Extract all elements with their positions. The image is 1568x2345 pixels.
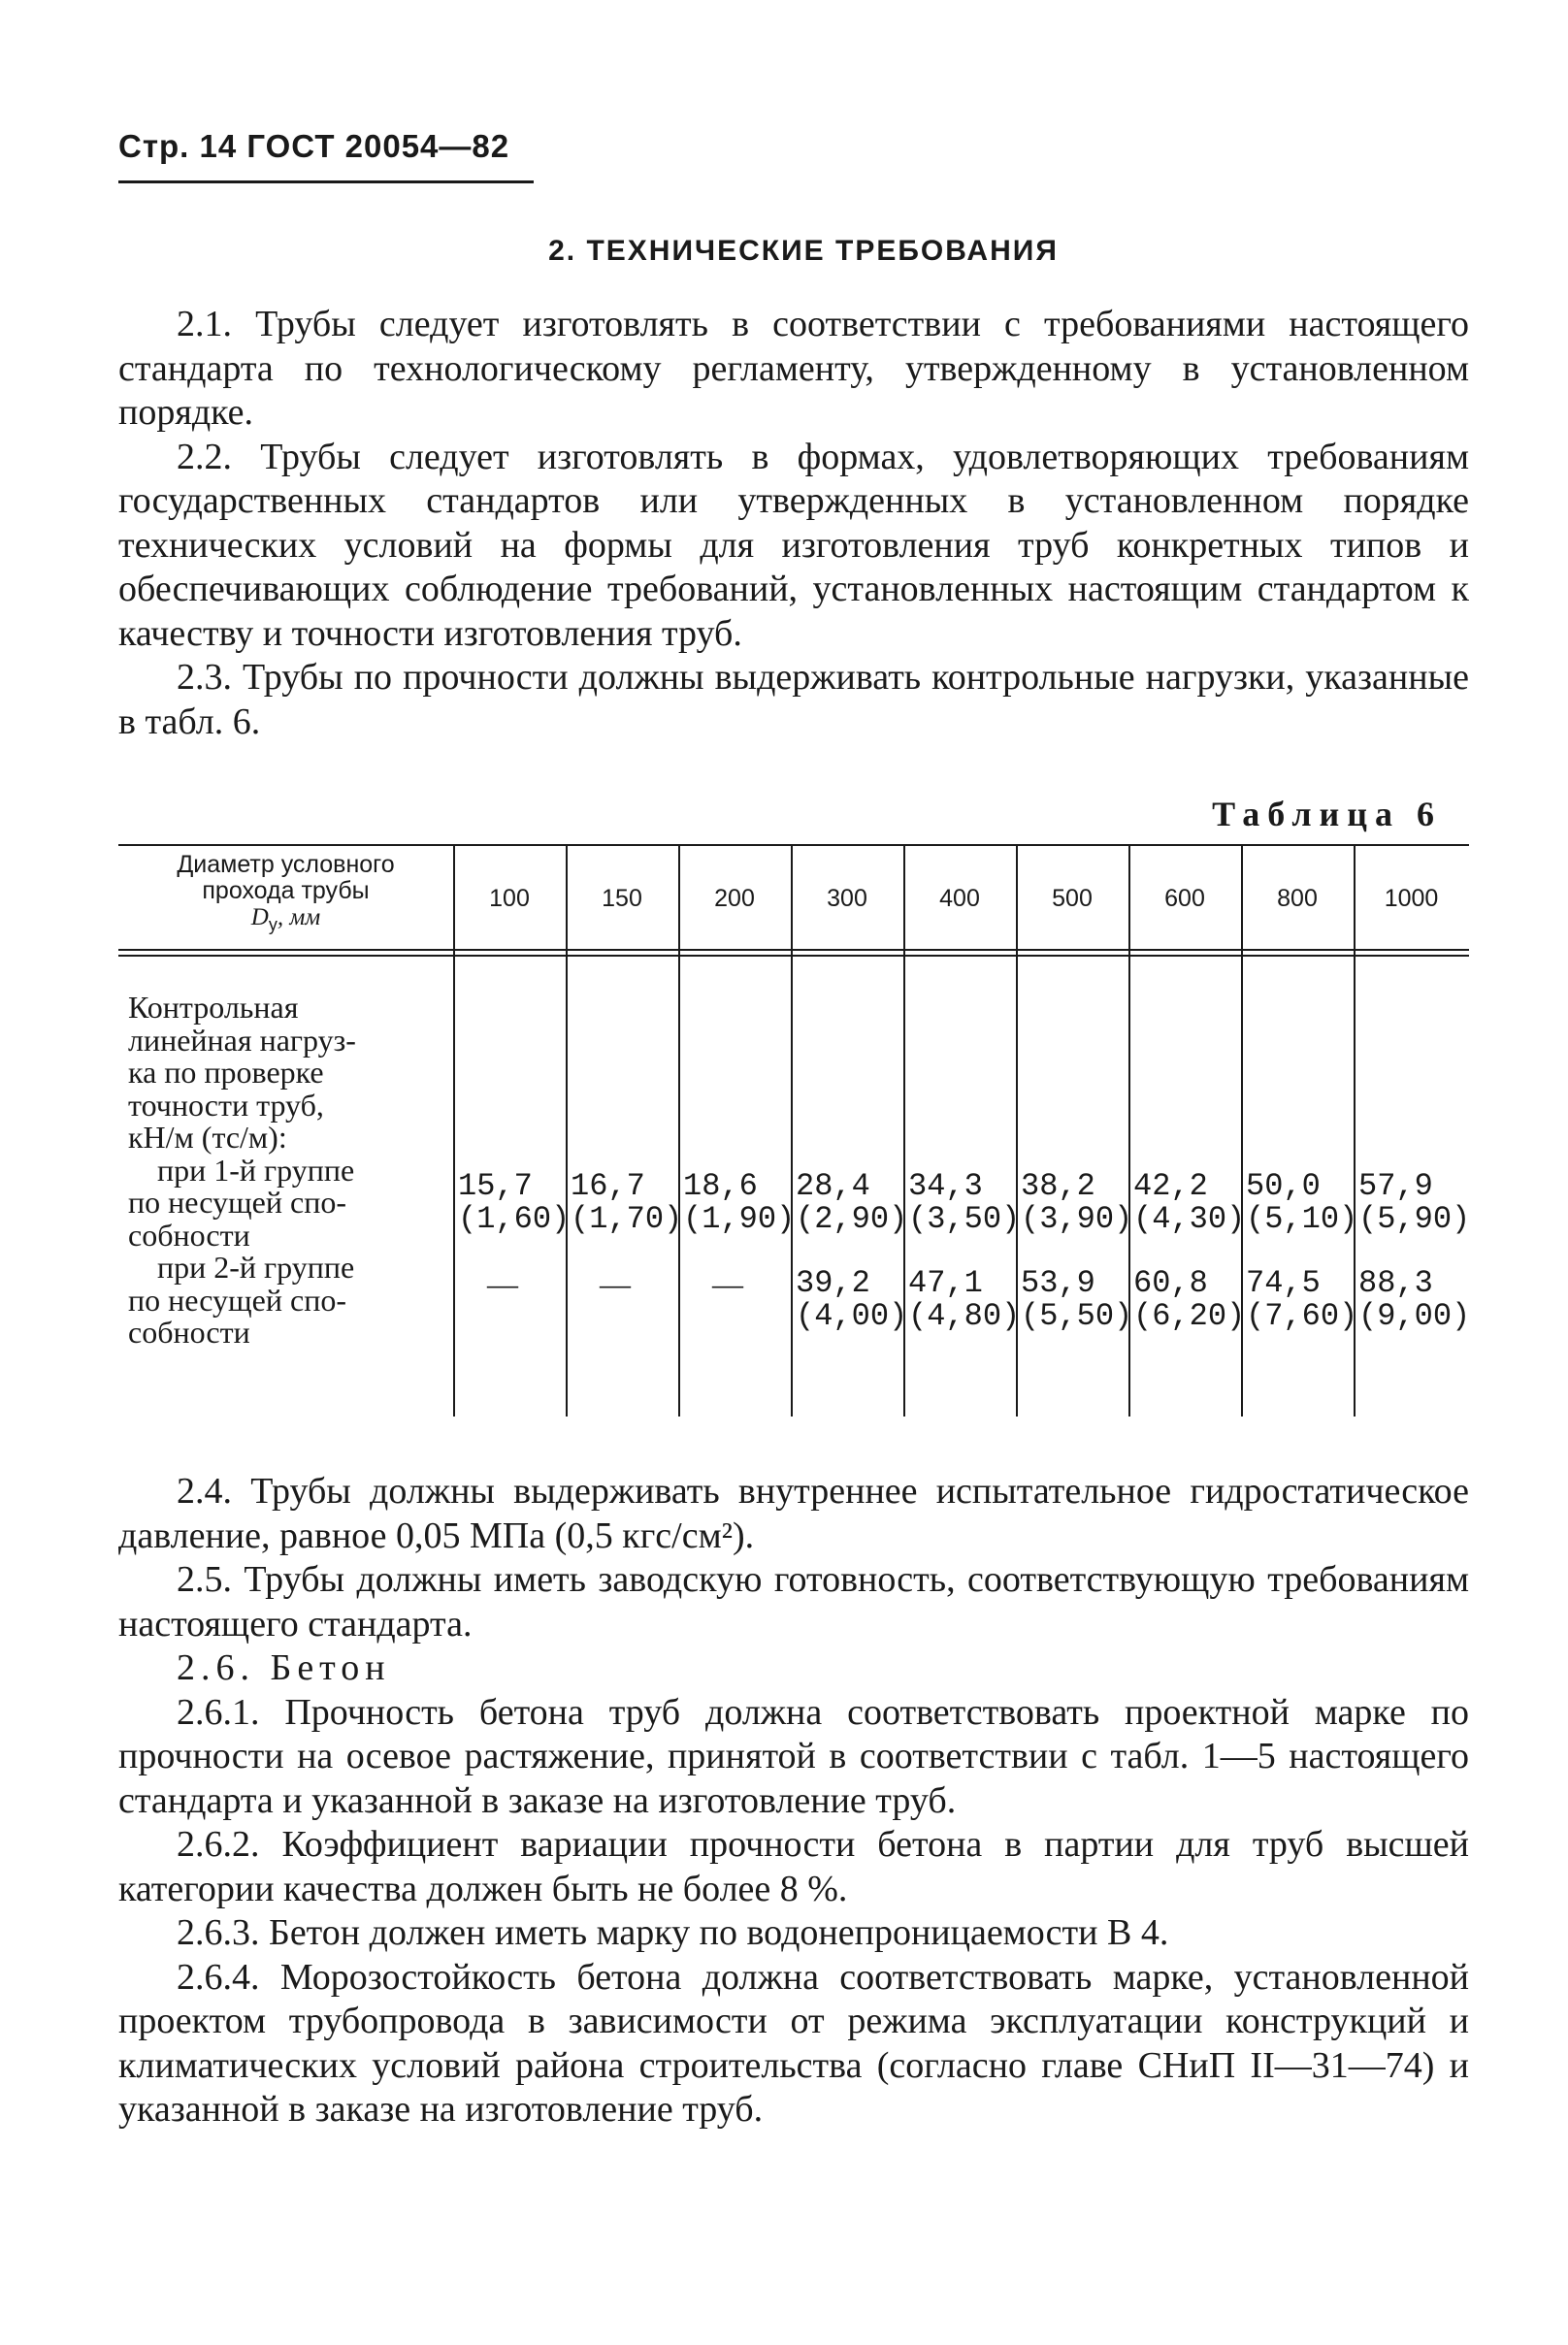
header-diameter-cell: 100 — [489, 884, 530, 912]
paragraph-2-5: 2.5. Трубы должны иметь заводскую готовность, соответствующую требованиям настоящего стандарта. — [118, 1559, 1469, 1645]
paragraph-2-6-4: 2.6.4. Морозостойкость бетона должна соответствовать марке, установленной проектом трубопровода в зависимости от режима эксплуатации конструкций и климатических условий района строительства (согласно главе СНиП II—31—74) и указанной в заказе на изготовление труб. — [118, 1956, 1469, 2130]
cell-value-tsm: (6,20) — [1133, 1298, 1246, 1334]
bottom-text-block — [118, 1470, 1469, 2133]
header-diameter-cell: 1000 — [1384, 884, 1439, 912]
table-cell-group2-dash: — — [600, 1266, 631, 1301]
table-caption: Таблица 6 — [1212, 795, 1442, 833]
table-header-rule-2 — [118, 955, 1469, 957]
header-label-line: прохода трубы — [202, 877, 370, 904]
row-label-line: при 2-й группе — [157, 1250, 355, 1285]
row-label-line: по несущей спо- — [128, 1185, 346, 1220]
running-head: Стр. 14 ГОСТ 20054—82 — [118, 128, 510, 164]
table-cell-group1 — [458, 1170, 570, 1236]
top-text-block — [118, 303, 1469, 744]
paragraph-2-6-1: 2.6.1. Прочность бетона труб должна соответствовать проектной марке по прочности на осевое растяжение, принятой в соответствии с табл. 1—5 настоящего стандарта и указанной в заказе на изготовление труб. — [118, 1691, 1469, 1821]
cell-value: 60,8 — [1133, 1265, 1208, 1301]
header-label-line — [118, 904, 453, 938]
cell-value: 50,0 — [1246, 1168, 1321, 1204]
cell-value: 34,3 — [908, 1168, 983, 1204]
cell-value-tsm: (4,80) — [908, 1298, 1021, 1334]
row-label-line: ка по проверке — [128, 1055, 324, 1090]
table-cell-group2 — [1246, 1267, 1357, 1333]
table-cell-group2 — [1021, 1267, 1132, 1333]
row-label-line: линейная нагруз- — [128, 1022, 356, 1058]
paragraph-2-4: 2.4. Трубы должны выдерживать внутреннее испытательное гидростатическое давление, равное 0,05 МПа (0,5 кгс/см²). — [118, 1471, 1469, 1556]
cell-value-tsm: (9,00) — [1358, 1298, 1471, 1334]
dy-unit: , мм — [277, 904, 321, 930]
cell-value-tsm: (2,90) — [796, 1201, 908, 1237]
cell-value-tsm: (7,60) — [1246, 1298, 1358, 1334]
cell-value-tsm: (3,50) — [908, 1201, 1021, 1237]
table-top-rule — [118, 844, 1469, 846]
cell-value-tsm: (5,90) — [1358, 1201, 1471, 1237]
section-title: 2. ТЕХНИЧЕСКИЕ ТРЕБОВАНИЯ — [548, 235, 1059, 267]
table-6 — [118, 844, 1469, 1418]
cell-value-tsm: (5,10) — [1246, 1201, 1358, 1237]
paragraph-2-2: 2.2. Трубы следует изготовлять в формах, удовлетворяющих требованиям государственных стандартов или утвержденных в установленном порядке технических условий на формы для изготовления труб конкретных типов и обеспечивающих соблюдение требований, установленных настоящим стандартом к качеству и точности изготовления труб. — [118, 436, 1469, 654]
cell-value: 39,2 — [796, 1265, 870, 1301]
cell-value: 57,9 — [1358, 1168, 1433, 1204]
header-diameter-cell: 600 — [1164, 884, 1205, 912]
dy-subscript: у — [268, 915, 278, 934]
table-cell-group2 — [796, 1267, 907, 1333]
cell-value: 38,2 — [1021, 1168, 1095, 1204]
cell-value: 18,6 — [683, 1168, 758, 1204]
table-header-rule-1 — [118, 949, 1469, 951]
header-diameter-cell: 300 — [827, 884, 867, 912]
row-label-line: Контрольная — [128, 990, 299, 1025]
header-diameter-cell: 200 — [714, 884, 755, 912]
header-diameter-cell: 150 — [602, 884, 642, 912]
table-cell-group1 — [908, 1170, 1020, 1236]
header-diameter-cell: 500 — [1052, 884, 1093, 912]
table-cell-group1 — [1246, 1170, 1357, 1236]
cell-value: 88,3 — [1358, 1265, 1433, 1301]
paragraph-2-6-2: 2.6.2. Коэффициент вариации прочности бетона в партии для труб высшей категории качества должен быть не более 8 %. — [118, 1824, 1469, 1909]
cell-value: 53,9 — [1021, 1265, 1095, 1301]
dy-symbol: D — [250, 904, 269, 930]
table-cell-group2-dash: — — [712, 1266, 743, 1301]
cell-value-tsm: (1,70) — [571, 1201, 683, 1237]
row-label-line: точности труб, — [128, 1087, 324, 1123]
header-rule — [118, 180, 534, 183]
table-cell-group1 — [571, 1170, 682, 1236]
cell-value-tsm: (1,90) — [683, 1201, 796, 1237]
table-cell-group2 — [1133, 1267, 1245, 1333]
paragraph-2-3: 2.3. Трубы по прочности должны выдерживать контрольные нагрузки, указанные в табл. 6. — [118, 657, 1469, 742]
table-cell-group1 — [796, 1170, 907, 1236]
header-label-line: Диаметр условного — [177, 851, 395, 878]
table-cell-group1 — [1133, 1170, 1245, 1236]
header-diameter-cell: 800 — [1277, 884, 1318, 912]
cell-value-tsm: (1,60) — [458, 1201, 571, 1237]
cell-value-tsm: (3,90) — [1021, 1201, 1133, 1237]
cell-value-tsm: (5,50) — [1021, 1298, 1133, 1334]
row-label-line: собности — [128, 1217, 250, 1253]
row-label-line: при 1-й группе — [157, 1152, 355, 1188]
paragraph-2-1: 2.1. Трубы следует изготовлять в соответствии с требованиями настоящего стандарта по технологическому регламенту, утвержденному в установленном порядке. — [118, 304, 1469, 433]
cell-value-tsm: (4,00) — [796, 1298, 908, 1334]
cell-value: 15,7 — [458, 1168, 533, 1204]
cell-value: 28,4 — [796, 1168, 870, 1204]
table-cell-group2 — [908, 1267, 1020, 1333]
cell-value: 42,2 — [1133, 1168, 1208, 1204]
header-diameter-label — [118, 852, 453, 938]
cell-value-tsm: (4,30) — [1133, 1201, 1246, 1237]
paragraph-2-6-3: 2.6.3. Бетон должен иметь марку по водонепроницаемости В 4. — [177, 1912, 1169, 1953]
row-label-line: кН/м (тс/м): — [128, 1120, 287, 1155]
row-label-line: собности — [128, 1315, 250, 1350]
cell-value: 74,5 — [1246, 1265, 1321, 1301]
row-label — [128, 992, 448, 1350]
header-diameter-cell: 400 — [939, 884, 980, 912]
paragraph-2-6-heading: 2.6. Бетон — [177, 1647, 391, 1688]
row-label-line: по несущей спо- — [128, 1282, 346, 1318]
table-cell-group1 — [1021, 1170, 1132, 1236]
table-cell-group2-dash: — — [487, 1266, 518, 1301]
table-cell-group2 — [1358, 1267, 1470, 1333]
table-cell-group1 — [1358, 1170, 1470, 1236]
cell-value: 16,7 — [571, 1168, 645, 1204]
table-cell-group1 — [683, 1170, 795, 1236]
cell-value: 47,1 — [908, 1265, 983, 1301]
